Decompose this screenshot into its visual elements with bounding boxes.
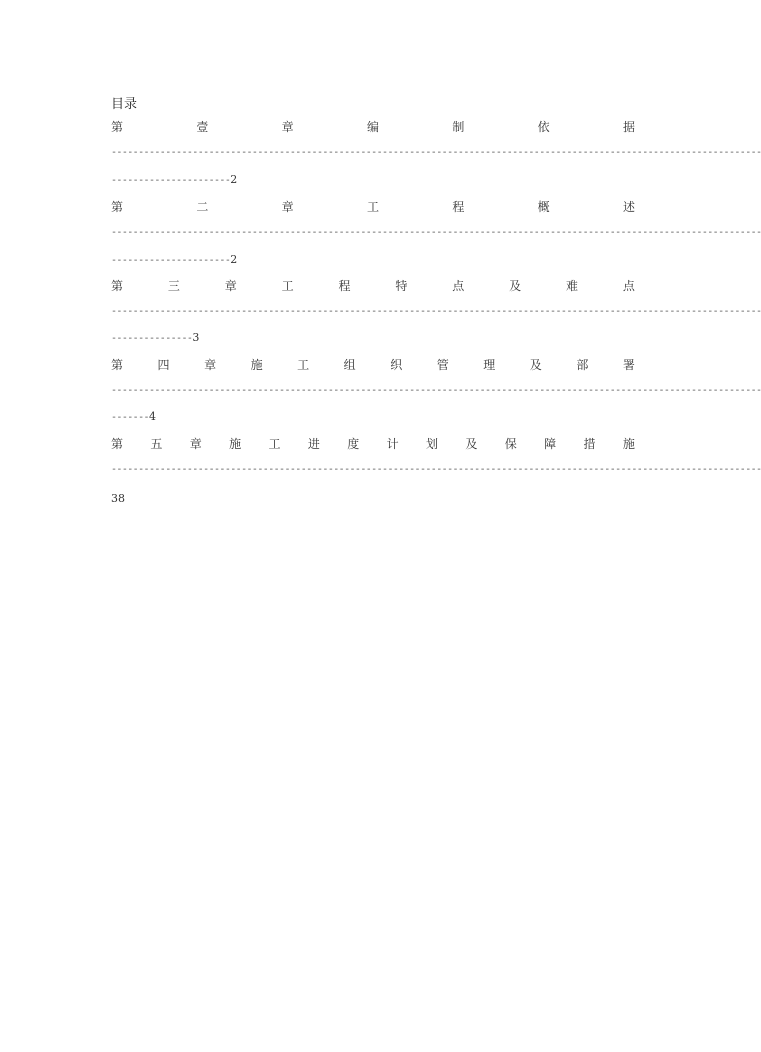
leader-tail: ---------------3 <box>111 331 200 344</box>
toc-char: 施 <box>622 437 635 451</box>
toc-char: 章 <box>281 200 294 214</box>
leader-dots: ------------------------------------------------------------------------------------------------------------------------ <box>111 464 761 475</box>
leader-dots: ------------------------------------------------------------------------------------------------------------------------ <box>111 147 761 158</box>
toc-char: 难 <box>566 279 579 293</box>
toc-char: 概 <box>537 200 550 214</box>
leader-dots: ------------------------------------------------------------------------------------------------------------------------ <box>111 227 761 238</box>
toc-char: 二 <box>196 200 209 214</box>
toc-char: 章 <box>189 437 202 451</box>
toc-char: 工 <box>268 437 281 451</box>
toc-char: 点 <box>622 279 635 293</box>
leader-tail: ----------------------2 <box>111 173 238 186</box>
toc-char: 依 <box>537 120 550 134</box>
toc-char: 第 <box>111 200 124 214</box>
toc-char: 理 <box>483 358 496 372</box>
toc-char: 制 <box>452 120 465 134</box>
toc-entry-5[interactable] <box>111 436 635 452</box>
toc-char: 措 <box>583 437 596 451</box>
toc-char: 第 <box>111 279 124 293</box>
toc-char: 管 <box>436 358 449 372</box>
toc-char: 第 <box>111 437 124 451</box>
toc-char: 保 <box>504 437 517 451</box>
toc-page-number: 2 <box>230 173 238 186</box>
toc-char: 章 <box>224 279 237 293</box>
toc-char: 及 <box>529 358 542 372</box>
toc-page-number: 3 <box>192 331 200 344</box>
toc-char: 工 <box>366 200 379 214</box>
toc-char: 程 <box>452 200 465 214</box>
toc-char: 工 <box>281 279 294 293</box>
leader-tail: ----------------------2 <box>111 253 238 266</box>
toc-char: 组 <box>343 358 356 372</box>
toc-char: 第 <box>111 358 124 372</box>
toc-char: 章 <box>281 120 294 134</box>
toc-char: 编 <box>366 120 379 134</box>
toc-char: 部 <box>576 358 589 372</box>
toc-entry-2[interactable] <box>111 199 635 215</box>
toc-entry-1[interactable] <box>111 119 635 135</box>
toc-char: 进 <box>307 437 320 451</box>
toc-char: 署 <box>622 358 635 372</box>
toc-char: 三 <box>167 279 180 293</box>
toc-char: 五 <box>150 437 163 451</box>
toc-char: 施 <box>229 437 242 451</box>
toc-char: 特 <box>395 279 408 293</box>
toc-char: 壹 <box>196 120 209 134</box>
leader-dots: ------------------------------------------------------------------------------------------------------------------------ <box>111 385 761 396</box>
toc-char: 四 <box>157 358 170 372</box>
toc-char: 程 <box>338 279 351 293</box>
toc-char: 工 <box>297 358 310 372</box>
toc-page-number: 2 <box>230 253 238 266</box>
toc-char: 章 <box>204 358 217 372</box>
toc-char: 织 <box>390 358 403 372</box>
toc-char: 及 <box>509 279 522 293</box>
toc-char: 划 <box>426 437 439 451</box>
toc-char: 点 <box>452 279 465 293</box>
toc-entry-4[interactable] <box>111 357 635 373</box>
toc-char: 施 <box>250 358 263 372</box>
toc-char: 计 <box>386 437 399 451</box>
page-number: 38 <box>111 492 125 505</box>
toc-char: 障 <box>544 437 557 451</box>
toc-char: 及 <box>465 437 478 451</box>
toc-char: 述 <box>622 200 635 214</box>
toc-char: 度 <box>347 437 360 451</box>
leader-dots: ------------------------------------------------------------------------------------------------------------------------ <box>111 306 761 317</box>
leader-tail: -------4 <box>111 410 156 423</box>
toc-char: 据 <box>622 120 635 134</box>
toc-title: 目录 <box>111 97 138 112</box>
toc-page-number: 4 <box>148 410 156 423</box>
toc-char: 第 <box>111 120 124 134</box>
toc-entry-3[interactable] <box>111 278 635 294</box>
